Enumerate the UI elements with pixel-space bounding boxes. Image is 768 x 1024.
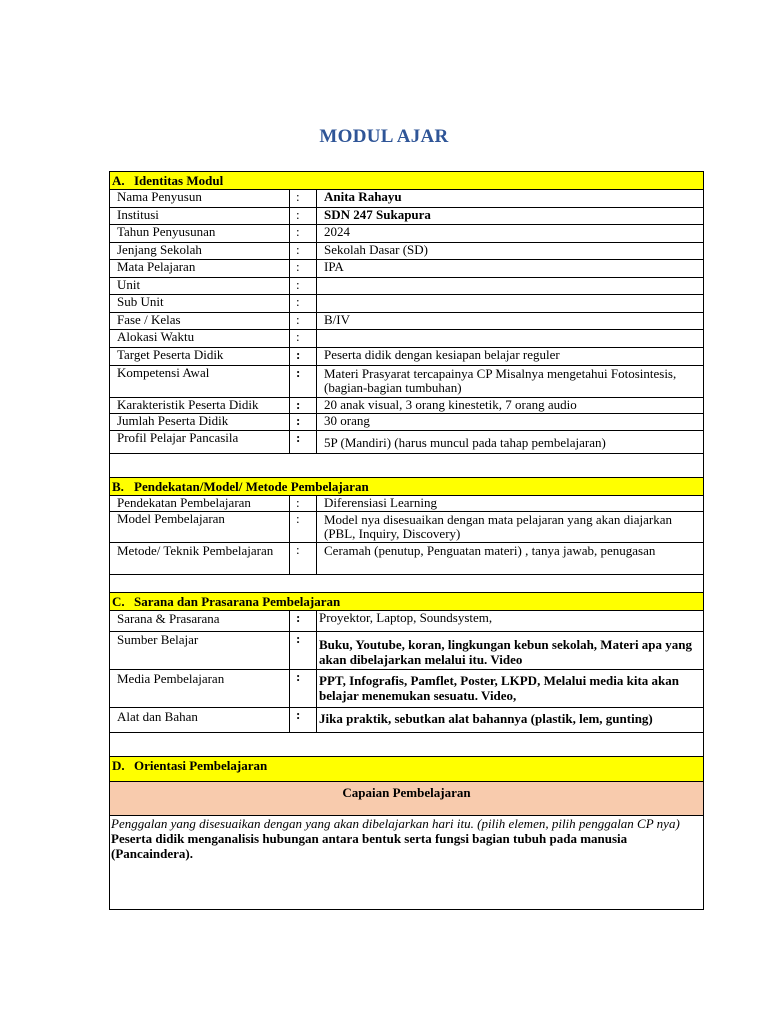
cp-note: Penggalan yang disesuaikan dengan yang akan dibelajarkan hari itu. (pilih elemen, pilih penggalan CP nya) [111,816,680,831]
row-value: Materi Prasyarat tercapainya CP Misalnya mengetahui Fotosintesis, (bagian-bagian tumbuhan) [324,366,677,395]
row-label: Institusi [110,208,290,224]
cp-text: Peserta didik menganalisis hubungan antara bentuk serta fungsi bagian tubuh pada manusia (Pancaindera). [111,831,628,861]
table-row [110,543,703,575]
table-row [110,295,703,313]
row-label: Nama Penyusun [110,190,290,207]
row-colon: : [290,431,317,453]
row-colon: : [290,225,317,242]
row-label: Media Pembelajaran [110,670,290,707]
row-value: Buku, Youtube, koran, lingkungan kebun sekolah, Materi apa yang akan dibelajarkan melalui itu. Video [319,637,693,667]
row-colon: : [290,611,317,631]
section-title: Identitas Modul [134,173,224,188]
row-label: Sub Unit [110,295,290,312]
section-b-header [110,478,703,496]
table-row [110,670,703,708]
table-row [110,708,703,733]
spacer-row [110,733,703,757]
table-row [110,414,703,431]
table-row [110,330,703,348]
row-label: Alat dan Bahan [110,708,290,732]
row-value: PPT, Infografis, Pamflet, Poster, LKPD, Melalui media kita akan belajar menemukan sesuatu. Video, [319,673,680,703]
row-value [317,295,703,312]
section-title: Pendekatan/Model/ Metode Pembelajaran [134,479,369,494]
row-label: Sarana & Prasarana [110,611,290,631]
row-colon: : [290,543,317,574]
row-colon: : [290,243,317,259]
row-value: Peserta didik dengan kesiapan belajar reguler [324,347,560,362]
row-value: SDN 247 Sukapura [324,207,431,222]
row-label: Mata Pelajaran [110,260,290,277]
row-colon: : [290,512,317,542]
row-label: Tahun Penyusunan [110,225,290,242]
section-letter: D. [112,758,125,773]
row-colon: : [290,278,317,294]
cp-header: Capaian Pembelajaran [110,782,703,816]
row-colon: : [290,670,317,707]
row-value: B/IV [324,312,350,327]
row-value: 2024 [324,224,350,239]
section-letter: A. [112,173,125,188]
row-label: Kompetensi Awal [110,366,290,397]
table-row [110,398,703,414]
spacer-row [110,575,703,593]
row-value: 5P (Mandiri) (harus muncul pada tahap pembelajaran) [324,435,606,450]
table-row [110,243,703,260]
row-colon: : [290,708,317,732]
table-row [110,313,703,330]
row-colon: : [290,398,317,413]
table-row [110,225,703,243]
row-label: Metode/ Teknik Pembelajaran [110,543,290,574]
row-colon: : [290,414,317,430]
table-row [110,278,703,295]
table-row [110,431,703,454]
table-row [110,260,703,278]
row-value: Proyektor, Laptop, Soundsystem, [319,610,493,625]
row-colon: : [290,330,317,347]
row-colon: : [290,190,317,207]
row-label: Karakteristik Peserta Didik [110,398,290,413]
row-label: Jenjang Sekolah [110,243,290,259]
row-colon: : [290,632,317,669]
table-row [110,632,703,670]
section-c-header [110,593,703,611]
cp-body [110,816,703,909]
table-row [110,348,703,366]
table-row [110,366,703,398]
row-colon: : [290,313,317,329]
table-row [110,190,703,208]
row-value: IPA [324,259,344,274]
row-label: Jumlah Peserta Didik [110,414,290,430]
section-title: Sarana dan Prasarana Pembelajaran [134,594,341,609]
section-letter: B. [112,479,124,494]
spacer-row [110,454,703,478]
row-value: Sekolah Dasar (SD) [324,242,428,257]
row-label: Sumber Belajar [110,632,290,669]
row-value [317,278,703,294]
row-value: 20 anak visual, 3 orang kinestetik, 7 orang audio [324,397,577,412]
row-value: Jika praktik, sebutkan alat bahannya (plastik, lem, gunting) [319,711,653,726]
row-label: Target Peserta Didik [110,348,290,365]
row-value: Model nya disesuaikan dengan mata pelajaran yang akan diajarkan (PBL, Inquiry, Discovery) [324,512,672,541]
row-value: Ceramah (penutup, Penguatan materi) , tanya jawab, penugasan [324,543,656,558]
row-label: Profil Pelajar Pancasila [110,431,290,453]
row-colon: : [290,295,317,312]
page-title: MODUL AJAR [319,126,449,147]
section-a-header [110,172,703,190]
table-row [110,208,703,225]
row-colon: : [290,366,317,397]
section-letter: C. [112,594,125,609]
row-label: Fase / Kelas [110,313,290,329]
section-d-header [110,757,703,782]
section-title: Orientasi Pembelajaran [134,758,268,773]
row-value: 30 orang [324,413,370,428]
row-value: Diferensiasi Learning [324,495,437,510]
table-row [110,611,703,632]
module-table [109,171,704,910]
row-colon: : [290,496,317,511]
row-value [317,330,703,347]
table-row [110,496,703,512]
row-colon: : [290,260,317,277]
row-value: Anita Rahayu [324,189,402,204]
row-label: Unit [110,278,290,294]
table-row [110,512,703,543]
row-colon: : [290,208,317,224]
row-label: Alokasi Waktu [110,330,290,347]
row-colon: : [290,348,317,365]
row-label: Model Pembelajaran [110,512,290,542]
row-label: Pendekatan Pembelajaran [110,496,290,511]
